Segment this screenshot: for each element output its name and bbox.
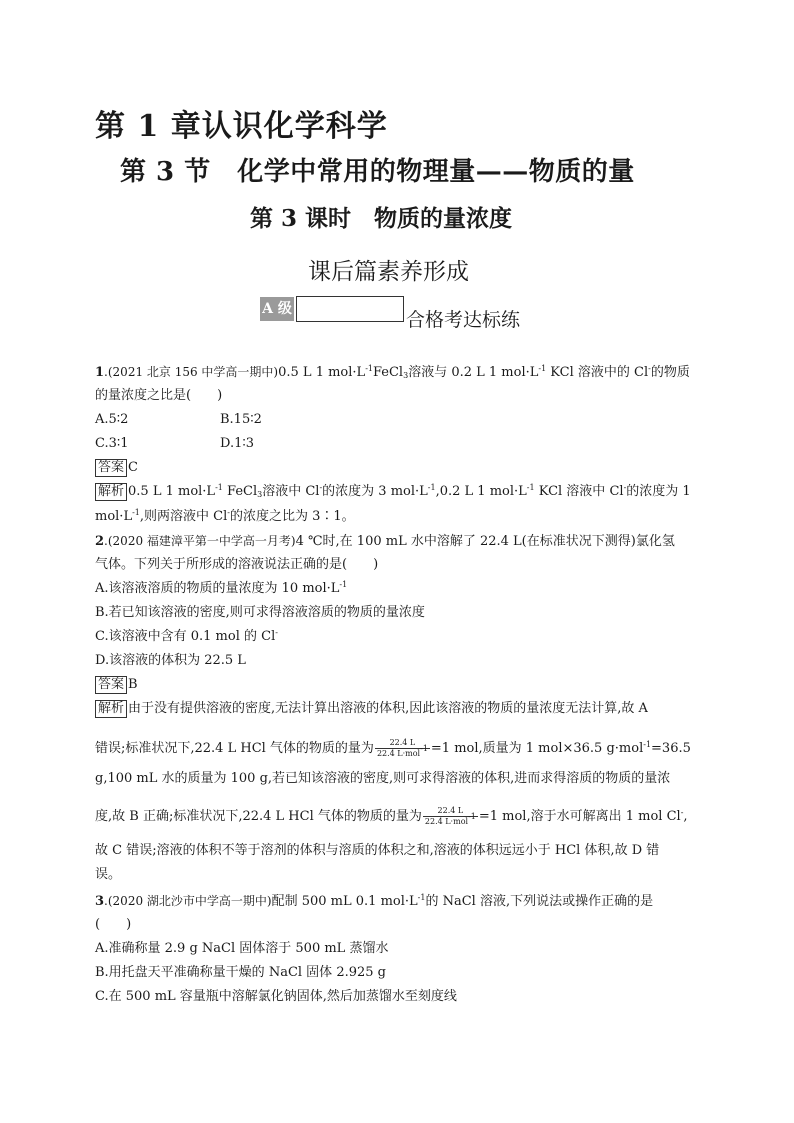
analysis-text: 度,故 B 正确;标准状况下,22.4 L HCl 气体的物质的量为 bbox=[95, 809, 422, 824]
fraction-text: 22.4 L·mol bbox=[424, 817, 469, 826]
answer-value: B bbox=[128, 677, 138, 692]
analysis-text: ,则两溶液中 Cl bbox=[139, 509, 228, 524]
superscript: - bbox=[623, 483, 627, 492]
q3-option-c: C.在 500 mL 容量瓶中溶解氯化钠固体,然后加蒸馏水至刻度线 bbox=[95, 989, 457, 1004]
superscript: -1 bbox=[132, 508, 140, 517]
q2-analysis-line4 bbox=[95, 806, 688, 827]
analysis-tag: 解析 bbox=[95, 483, 127, 501]
analysis-text: =1 mol,溶于水可解离出 1 mol Cl bbox=[478, 809, 681, 824]
q3-option-a: A.准确称量 2.9 g NaCl 固体溶于 500 mL 蒸馏水 bbox=[95, 941, 389, 956]
level-badge: A 级 bbox=[260, 297, 294, 321]
q3-text: 配制 500 mL 0.1 mol·L bbox=[271, 894, 418, 909]
superscript: -1 bbox=[643, 740, 652, 749]
q2-analysis-line5: 故 C 错误;溶液的体积不等于溶剂的体积与溶质的体积之和,溶液的体积远远小于 HCl 体积,故 D 错 bbox=[95, 843, 660, 858]
q2-stem-line1 bbox=[95, 532, 675, 551]
analysis-text: =1 mol,质量为 1 mol×36.5 g·mol bbox=[430, 741, 644, 756]
q2-option-c bbox=[95, 628, 278, 646]
answer-tag: 答案 bbox=[95, 459, 127, 477]
q1-text: 溶液与 0.2 L 1 mol·L bbox=[408, 365, 539, 380]
superscript: - bbox=[680, 808, 684, 817]
q2-text: 4 ℃时,在 100 mL 水中溶解了 22.4 L(在标准状况下测得)氯化氢 bbox=[295, 534, 675, 549]
q1-analysis-line1 bbox=[95, 483, 691, 501]
superscript: - bbox=[275, 628, 278, 637]
part-title: 课后篇素养形成 bbox=[308, 259, 469, 285]
q1-stem-line1 bbox=[95, 363, 690, 382]
fraction-denominator bbox=[375, 744, 430, 759]
superscript: -1 bbox=[339, 580, 348, 589]
q2-source: .(2020 福建漳平第一中学高一月考) bbox=[104, 534, 296, 548]
analysis-text: 0.5 L 1 mol·L bbox=[128, 484, 216, 499]
superscript: - bbox=[648, 364, 651, 373]
lesson-title: 第 3 课时 物质的量浓度 bbox=[250, 205, 513, 232]
q1-text: KCl 溶液中的 Cl bbox=[546, 365, 649, 380]
analysis-text: ,0.2 L 1 mol·L bbox=[435, 484, 527, 499]
q1-analysis-line2 bbox=[95, 508, 355, 526]
level-title: 合格考达标练 bbox=[406, 309, 521, 331]
section-title: 第 3 节 化学中常用的物理量——物质的量 bbox=[120, 157, 635, 187]
superscript: -1 bbox=[427, 483, 436, 492]
analysis-text: 错误;标准状况下,22.4 L HCl 气体的物质的量为 bbox=[95, 741, 374, 756]
analysis-text: 溶液中 Cl bbox=[262, 484, 320, 499]
q1-option-a: A.5∶2 bbox=[95, 412, 129, 427]
q2-analysis-line3: g,100 mL 水的质量为 100 g,若已知该溶液的密度,则可求得溶液的体积,进而求得溶质的物质的量浓 bbox=[95, 771, 671, 786]
analysis-tag: 解析 bbox=[95, 700, 127, 718]
q1-number: 1 bbox=[95, 365, 105, 380]
superscript: -1 bbox=[365, 364, 373, 373]
level-blank-box bbox=[296, 296, 404, 322]
q2-option-b: B.若已知该溶液的密度,则可求得溶液溶质的物质的量浓度 bbox=[95, 605, 425, 620]
analysis-text: 的浓度之比为 3∶1。 bbox=[229, 509, 355, 524]
superscript: -1 bbox=[420, 744, 428, 753]
superscript: - bbox=[319, 483, 323, 492]
q1-text: 的物质 bbox=[650, 365, 690, 380]
analysis-text: FeCl bbox=[222, 484, 258, 499]
q1-option-b: B.15∶2 bbox=[220, 412, 262, 427]
fraction-text: 22.4 L·mol bbox=[376, 749, 421, 758]
q2-number: 2 bbox=[95, 534, 105, 549]
q2-answer bbox=[95, 676, 138, 694]
q1-source: .(2021 北京 156 中学高一期中) bbox=[104, 365, 279, 379]
q3-source: .(2020 湖北沙市中学高一期中) bbox=[104, 894, 272, 908]
subscript: 3 bbox=[403, 371, 409, 380]
q2-analysis-line2 bbox=[95, 738, 691, 759]
q1-text: FeCl bbox=[372, 365, 404, 380]
analysis-text: KCl 溶液中 Cl bbox=[534, 484, 624, 499]
q2-option-a bbox=[95, 580, 347, 598]
q3-number: 3 bbox=[95, 894, 105, 909]
superscript: -1 bbox=[215, 483, 223, 492]
fraction-numerator: 22.4 L bbox=[423, 806, 478, 817]
q1-stem-line2: 的量浓度之比是( ) bbox=[95, 388, 223, 403]
q1-option-d: D.1∶3 bbox=[220, 436, 255, 451]
q3-stem-line2: ( ) bbox=[95, 917, 132, 932]
option-text: C.该溶液中含有 0.1 mol 的 Cl bbox=[95, 629, 276, 644]
subscript: 3 bbox=[257, 490, 263, 499]
option-text: A.该溶液溶质的物质的量浓度为 10 mol·L bbox=[95, 581, 340, 596]
q2-analysis-line1 bbox=[95, 700, 648, 718]
fraction bbox=[375, 738, 430, 759]
fraction bbox=[423, 806, 478, 827]
q1-option-c: C.3∶1 bbox=[95, 436, 129, 451]
analysis-text: mol·L bbox=[95, 509, 133, 524]
analysis-text: =36.5 bbox=[651, 741, 691, 756]
q3-option-b: B.用托盘天平准确称量干燥的 NaCl 固体 2.925 g bbox=[95, 965, 386, 980]
q1-text: 0.5 L 1 mol·L bbox=[278, 365, 366, 380]
fraction-denominator bbox=[423, 812, 478, 827]
fraction-numerator: 22.4 L bbox=[375, 738, 430, 749]
q2-stem-line2: 气体。下列关于所形成的溶液说法正确的是( ) bbox=[95, 557, 379, 572]
analysis-text: 的浓度为 3 mol·L bbox=[322, 484, 428, 499]
q3-text: 的 NaCl 溶液,下列说法或操作正确的是 bbox=[425, 894, 654, 909]
q1-answer bbox=[95, 459, 138, 477]
superscript: - bbox=[227, 508, 230, 517]
q2-analysis-line6: 误。 bbox=[95, 867, 122, 882]
superscript: -1 bbox=[538, 364, 547, 373]
chapter-title: 第 1 章认识化学科学 bbox=[95, 109, 388, 144]
superscript: -1 bbox=[526, 483, 535, 492]
analysis-text: , bbox=[683, 809, 688, 824]
q2-option-d: D.该溶液的体积为 22.5 L bbox=[95, 653, 246, 668]
superscript: -1 bbox=[468, 812, 476, 821]
analysis-text: 的浓度为 1 bbox=[626, 484, 691, 499]
q3-stem-line1 bbox=[95, 892, 653, 911]
superscript: -1 bbox=[417, 893, 426, 902]
analysis-text: 由于没有提供溶液的密度,无法计算出溶液的体积,因此该溶液的物质的量浓度无法计算,故 A bbox=[128, 701, 648, 716]
answer-value: C bbox=[128, 460, 138, 475]
answer-tag: 答案 bbox=[95, 676, 127, 694]
